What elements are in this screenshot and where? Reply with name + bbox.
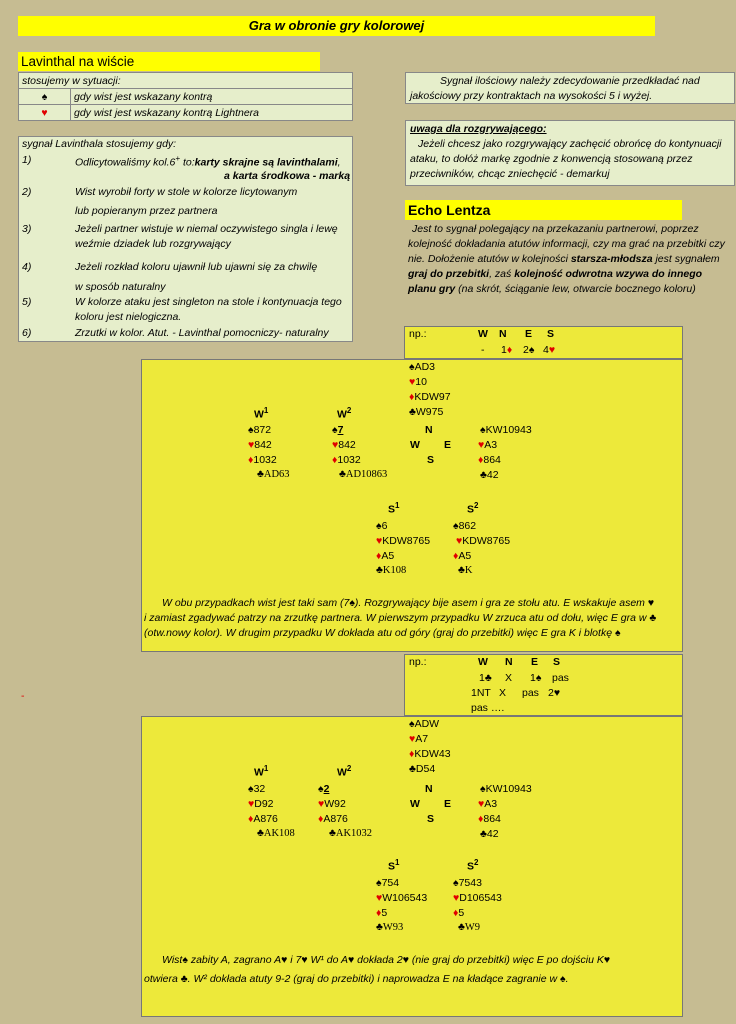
deal-box-1 [141, 359, 683, 652]
diamond-icon: ♦ [409, 391, 415, 403]
club-icon: ♣ [458, 565, 465, 576]
diamond-icon: ♦ [409, 748, 415, 760]
card-holding: A3 [484, 798, 498, 810]
s2-hearts [456, 535, 510, 547]
east-clubs [480, 469, 499, 481]
dir-label: E [531, 656, 539, 668]
card-holding: W106543 [382, 892, 428, 904]
w1-spades [248, 424, 271, 436]
heart-icon: ♥ [478, 439, 485, 451]
compass-s: S [427, 454, 435, 466]
card-holding: D54 [415, 763, 436, 775]
spade-icon: ♠ [19, 89, 71, 105]
w1-hearts [248, 439, 272, 451]
card-holding: 10 [415, 376, 427, 388]
bid [548, 687, 560, 699]
item-text: W kolorze ataku jest singleton na stole i kontynuacja tego [75, 296, 342, 308]
item-number: 5) [22, 296, 32, 308]
card-holding: AK1032 [335, 828, 373, 839]
card-holding: 6 [381, 520, 388, 532]
south1-label: $S^1$ [388, 858, 400, 873]
diamond-icon: ♦ [453, 907, 459, 919]
card-holding: W92 [324, 798, 346, 810]
lavinthal-heading: Lavinthal na wiście [18, 52, 320, 71]
heart-icon: ♥ [318, 798, 325, 810]
echo-bold: graj do przebitki [408, 268, 490, 280]
south2-label: $S^2$ [467, 858, 479, 873]
club-icon: ♣ [376, 922, 383, 933]
item-line2: w sposób naturalny [75, 281, 166, 293]
spade-icon: ♠ [248, 424, 254, 436]
card-holding: W9 [464, 922, 481, 933]
note-line: Sygnał ilościowy należy zdecydowanie przedkładać nad [440, 75, 700, 87]
w2-clubs [329, 828, 372, 839]
dir-label: S [553, 656, 561, 668]
card-holding: AD10863 [345, 469, 388, 480]
club-icon: ♣ [376, 565, 383, 576]
card-holding: A876 [253, 813, 278, 825]
card-holding: A7 [415, 733, 429, 745]
bid-value: 2♥ [548, 687, 561, 699]
card-holding: 872 [253, 424, 272, 436]
w2-diamonds [332, 454, 361, 466]
card-holding: 754 [381, 877, 400, 889]
bid-value: 4 [543, 344, 549, 356]
situation-text: gdy wist jest wskazany kontrą Lightnera [71, 105, 353, 121]
card-holding: W93 [382, 922, 404, 933]
club-icon: ♣ [409, 406, 416, 418]
spade-icon: ♠ [453, 877, 459, 889]
card-holding: 864 [483, 454, 501, 466]
note-line: ataku, to dołóż markę zgodnie z konwencją stosowaną przez [410, 153, 693, 165]
table-row [19, 73, 353, 89]
diamond-icon: ♦ [478, 454, 484, 466]
club-icon: ♣ [409, 763, 416, 775]
bidding-box-2 [404, 654, 683, 716]
heart-icon: ♥ [456, 535, 463, 547]
w2-spades [332, 424, 343, 436]
bidding-box-1 [404, 326, 683, 359]
card-holding: K [464, 565, 473, 576]
east-spades [480, 424, 532, 436]
echo-text-part: Jest to sygnał polegający na przekazaniu partnerowi, poprzez kolejność dokładania atutów informacji, czy ma grać na przebitki czy nie. Dołożenie atutów w kolejności [408, 223, 725, 265]
card-holding: 1032 [253, 454, 277, 466]
table-row [19, 89, 353, 105]
dir-label: N [505, 656, 513, 668]
item-text-a: Odlicytowaliśmy kol.6 [75, 156, 176, 169]
heart-icon: ♥ [19, 105, 71, 121]
card-holding: 42 [486, 469, 499, 481]
note-line: przeciwników, chcąc zniechęcić - demarkuj [410, 168, 610, 180]
club-icon: ♣ [458, 922, 465, 933]
dir-label: W [478, 656, 488, 668]
item-sup: + [175, 154, 181, 163]
s2-spades [453, 877, 482, 889]
heart-icon: ♥ [548, 344, 556, 356]
s1-hearts [376, 892, 427, 904]
situation-table [18, 72, 353, 121]
w2-clubs [339, 469, 387, 480]
w1-spades [248, 783, 265, 795]
club-icon: ♣ [480, 469, 487, 481]
spade-icon: ♠ [409, 718, 415, 730]
card-holding: 5 [381, 907, 388, 919]
card-holding: 7 [337, 424, 344, 436]
hand-label: W [337, 408, 347, 421]
bid-value: 2 [523, 344, 529, 356]
hand-label: S [388, 503, 396, 516]
echo-bold: starsza-młodsza [570, 253, 653, 265]
bid: - [481, 344, 485, 356]
east-diamonds [478, 454, 501, 466]
hand-label: S [467, 503, 475, 516]
echo-lentza-text [408, 222, 730, 297]
item-number: 4) [22, 261, 32, 273]
east-hearts [478, 798, 497, 810]
w2-diamonds [318, 813, 348, 825]
spade-icon: ♠ [248, 783, 254, 795]
south1-label: $S^1$ [388, 501, 400, 516]
card-holding: W975 [415, 406, 444, 418]
s1-diamonds [376, 550, 394, 562]
bid: X [505, 672, 513, 684]
diamond-icon: ♦ [332, 454, 338, 466]
echo-lentza-heading: Echo Lentza [405, 200, 682, 220]
deal-box-2 [141, 716, 683, 1017]
spade-icon: ♠ [318, 783, 324, 795]
card-holding: KDW8765 [382, 535, 431, 547]
s2-spades [453, 520, 476, 532]
south2-label: $S^2$ [467, 501, 479, 516]
spade-icon: ♠ [376, 520, 382, 532]
bid [501, 344, 512, 356]
card-holding: ADW [414, 718, 440, 730]
compass-n: N [425, 424, 433, 436]
declarer-note [405, 120, 735, 186]
diamond-icon: ♦ [376, 907, 382, 919]
diamond-icon: ♦ [318, 813, 324, 825]
dir-label: S [547, 328, 555, 340]
card-holding: 864 [483, 813, 501, 825]
spade-icon: ♠ [480, 424, 486, 436]
bid-value: 1 [501, 344, 507, 356]
card-holding: AD63 [263, 469, 290, 480]
signal-intro: sygnał Lavinthala stosujemy gdy: [22, 138, 177, 150]
stray-dash: - [21, 690, 25, 702]
w2-hearts [332, 439, 356, 451]
w2-spades [318, 783, 329, 795]
item-text [75, 154, 341, 169]
diamond-icon: ♦ [248, 454, 254, 466]
s1-clubs [376, 922, 403, 933]
item-number: 1) [22, 154, 32, 166]
west2-label: $W^2$ [337, 406, 352, 421]
club-icon: ♣ [329, 828, 336, 839]
spade-icon: ♠ [453, 520, 459, 532]
compass-e: E [444, 439, 452, 451]
declarer-note-heading: uwaga dla rozgrywającego: [410, 123, 547, 135]
s1-spades [376, 520, 387, 532]
quantity-signal-note [405, 72, 735, 104]
west1-label: $W^1$ [254, 764, 269, 779]
s2-hearts [453, 892, 502, 904]
north-diamonds [409, 391, 451, 403]
item-line2: a karta środkowa - marką [224, 170, 351, 182]
card-holding: KDW97 [414, 391, 451, 403]
card-holding: 862 [458, 520, 477, 532]
north-clubs [409, 406, 443, 418]
card-holding: 32 [253, 783, 266, 795]
compass-n: N [425, 783, 433, 795]
item-text: Jeżeli partner wistuje w niemal oczywistego singla i lewę [75, 223, 338, 235]
card-holding: KDW8765 [462, 535, 511, 547]
note-line: jakościowy przy kontraktach na wysokości 5 i wyżej. [410, 90, 653, 102]
deal-explanation: otwiera ♣. W² dokłada atuty 9-2 (graj do przebitki) i naprowadza E na kładące zagranie w ♠. [144, 973, 569, 985]
card-holding: 842 [254, 439, 272, 451]
w1-diamonds [248, 454, 277, 466]
card-holding: 5 [458, 907, 465, 919]
s1-diamonds [376, 907, 387, 919]
bid [543, 344, 555, 356]
spade-icon: ♠ [332, 424, 338, 436]
bid [523, 344, 534, 356]
card-holding: A3 [484, 439, 498, 451]
hand-label: S [388, 860, 396, 873]
card-holding: 842 [338, 439, 356, 451]
east-spades [480, 783, 532, 795]
item-text: Zrzutki w kolor. Atut. - Lavinthal pomocniczy- naturalny [75, 327, 329, 339]
dir-label: E [525, 328, 533, 340]
item-line2: weźmie dziadek lub rozgrywający [75, 238, 231, 250]
s1-hearts [376, 535, 430, 547]
bid: pas …. [471, 702, 505, 714]
np-label: np.: [409, 656, 427, 668]
card-holding: 1032 [337, 454, 361, 466]
card-holding: AK108 [263, 828, 295, 839]
bid: 1♠ [530, 672, 542, 684]
card-holding: AD3 [414, 361, 436, 373]
s2-diamonds [453, 550, 471, 562]
card-holding: 42 [486, 828, 499, 840]
w2-hearts [318, 798, 346, 810]
item-bold: karty skrajne są lavinthalami [194, 156, 338, 169]
item-text-c: , [337, 156, 341, 169]
diamond-icon: ♦ [453, 550, 459, 562]
club-icon: ♣ [257, 828, 264, 839]
item-text-b: to: [180, 156, 195, 169]
note-line: Jeżeli chcesz jako rozgrywający zachęcić obrońcę do kontynuacji [418, 138, 722, 150]
heart-icon: ♥ [409, 376, 416, 388]
item-number: 6) [22, 327, 32, 339]
item-text: Jeżeli rozkład koloru ujawnił lub ujawni się za chwilę [75, 261, 318, 273]
compass-e: E [444, 798, 452, 810]
heart-icon: ♥ [478, 798, 485, 810]
card-holding: A5 [458, 550, 472, 562]
card-holding: KW10943 [485, 783, 532, 795]
heart-icon: ♥ [248, 439, 255, 451]
bid: pas [552, 672, 569, 684]
w1-clubs [257, 828, 295, 839]
item-number: 2) [22, 186, 32, 198]
card-holding: KW10943 [485, 424, 532, 436]
club-icon: ♣ [480, 828, 487, 840]
item-line2: koloru jest nielogiczna. [75, 311, 182, 323]
bid: pas [522, 687, 539, 699]
s2-diamonds [453, 907, 464, 919]
card-holding: 2 [323, 783, 330, 795]
spade-icon: ♠ [409, 361, 415, 373]
diamond-icon: ♦ [376, 550, 382, 562]
echo-text-part: , zaś [489, 268, 515, 280]
west1-label: $W^1$ [254, 406, 269, 421]
item-line2: lub popieranym przez partnera [75, 205, 218, 217]
w1-hearts [248, 798, 274, 810]
s1-spades [376, 877, 399, 889]
west2-label: $W^2$ [337, 764, 352, 779]
spade-icon: ♠ [480, 783, 486, 795]
heart-icon: ♥ [453, 892, 460, 904]
deal-explanation: (otw.nowy kolor). W drugim przypadku W dokłada atu od góry (graj do przebitki) więc E gra K i blotkę ♠ [144, 627, 621, 639]
s1-clubs [376, 565, 406, 576]
np-label: np.: [409, 328, 427, 340]
compass-s: S [427, 813, 435, 825]
diamond-icon: ♦ [248, 813, 254, 825]
east-diamonds [478, 813, 501, 825]
situation-text: gdy wist jest wskazany kontrą [71, 89, 353, 105]
card-holding: A876 [323, 813, 348, 825]
signal-box [18, 136, 353, 342]
north-hearts [409, 376, 427, 388]
hand-label: W [254, 408, 264, 421]
bid: 1♣ [479, 672, 492, 684]
card-holding: 7543 [458, 877, 482, 889]
heart-icon: ♥ [376, 892, 383, 904]
situation-intro: stosujemy w sytuacji: [19, 73, 353, 89]
deal-explanation: Wist♠ zabity A, zagrano A♥ i 7♥ W¹ do A♥ dokłada 2♥ (nie graj do przebitki) więc E po dojściu K♥ [162, 954, 611, 966]
north-diamonds [409, 748, 451, 760]
dir-label: N [499, 328, 507, 340]
card-holding: A5 [381, 550, 395, 562]
heart-icon: ♥ [332, 439, 339, 451]
s2-clubs [458, 565, 472, 576]
compass-w: W [410, 439, 420, 451]
north-spades [409, 361, 435, 373]
hand-label: S [467, 860, 475, 873]
item-number: 3) [22, 223, 32, 235]
compass-w: W [410, 798, 420, 810]
north-hearts [409, 733, 428, 745]
card-holding: KDW43 [414, 748, 451, 760]
spade-icon: ♠ [528, 344, 535, 356]
w1-diamonds [248, 813, 278, 825]
card-holding: D92 [254, 798, 274, 810]
deal-explanation: W obu przypadkach wist jest taki sam (7♠). Rozgrywający bije asem i gra ze stołu atu. E wskakuje asem ♥ [162, 597, 655, 609]
diamond-icon: ♦ [478, 813, 484, 825]
table-row [19, 105, 353, 121]
w1-clubs [257, 469, 290, 480]
deal-explanation: i zamiast zgadywać patrzy na zrzutkę partnera. W pierwszym przypadku W zrzuca atu od dołu, więc E gra w ♣ [144, 612, 657, 624]
bid: 1NT [471, 687, 491, 699]
north-spades [409, 718, 439, 730]
echo-text-part: (na skrót, ściąganie lew, otwarcie bocznego koloru) [455, 283, 696, 295]
club-icon: ♣ [339, 469, 346, 480]
hand-label: W [254, 766, 264, 779]
spade-icon: ♠ [376, 877, 382, 889]
card-holding: D106543 [459, 892, 502, 904]
east-hearts [478, 439, 497, 451]
heart-icon: ♥ [248, 798, 255, 810]
heart-icon: ♥ [376, 535, 383, 547]
diamond-icon: ♦ [506, 344, 513, 356]
north-clubs [409, 763, 435, 775]
page-title: Gra w obronie gry kolorowej [18, 16, 655, 36]
bid: X [499, 687, 507, 699]
echo-bold: kolejność odwrotna wzywa do innego planu gry [408, 268, 703, 295]
hand-label: W [337, 766, 347, 779]
card-holding: K108 [382, 565, 407, 576]
item-text: Wist wyrobił forty w stole w kolorze licytowanym [75, 186, 298, 198]
dir-label: W [478, 328, 488, 340]
club-icon: ♣ [257, 469, 264, 480]
echo-text-part: jest sygnałem [652, 253, 720, 265]
s2-clubs [458, 922, 480, 933]
east-clubs [480, 828, 499, 840]
heart-icon: ♥ [409, 733, 416, 745]
